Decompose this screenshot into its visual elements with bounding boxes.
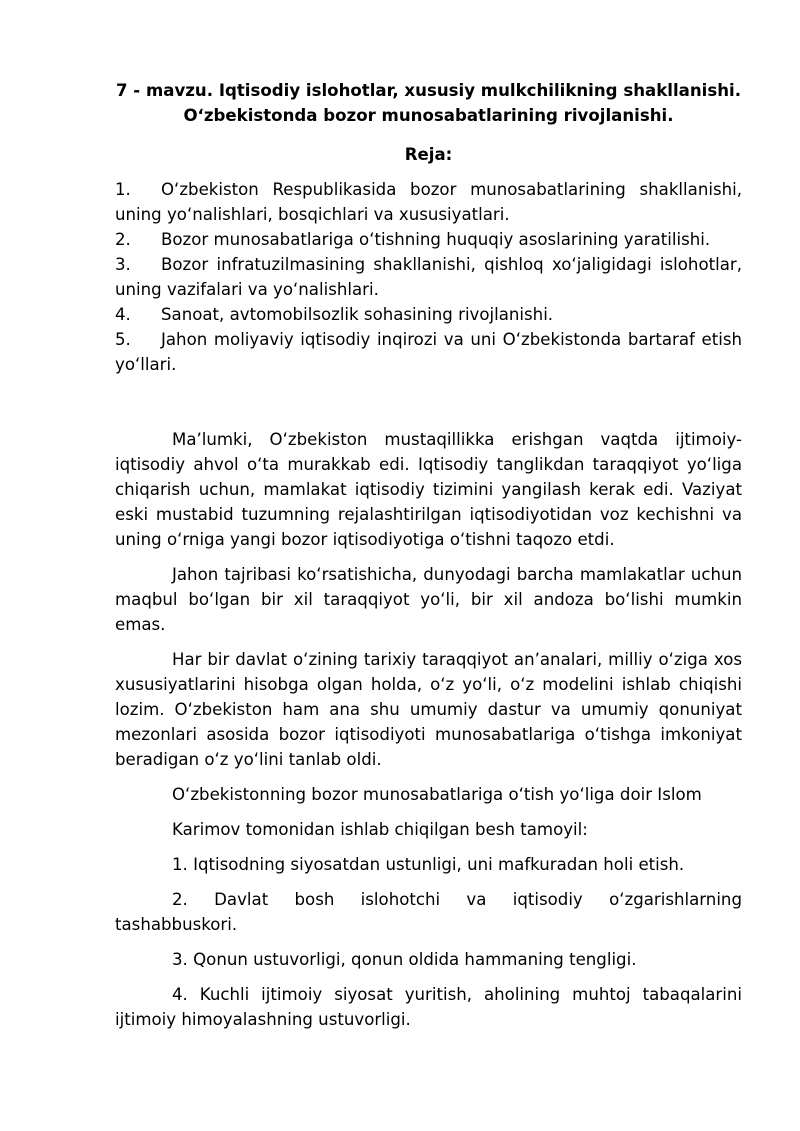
paragraph-principles-intro-1: Oʻzbekistonning bozor munosabatlariga oʻtish yoʻliga doir Islom <box>172 785 702 804</box>
paragraph-principles-intro-2: Karimov tomonidan ishlab chiqilgan besh tamoyil: <box>172 820 588 839</box>
plan-item-number: 2. <box>115 230 131 249</box>
principle-4: 4. Kuchli ijtimoiy siyosat yuritish, aholining muhtoj tabaqalarini ijtimoiy himoyalashning ustuvorligi. <box>115 985 742 1029</box>
plan-item-number: 5. <box>115 330 131 349</box>
principle-1: 1. Iqtisodning siyosatdan ustunligi, uni mafkuradan holi etish. <box>172 855 685 874</box>
plan-item <box>115 302 742 327</box>
principle-3: 3. Qonun ustuvorligi, qonun oldida hammaning tengligi. <box>172 950 637 969</box>
document-title <box>115 78 742 128</box>
plan-item-number: 3. <box>115 255 131 274</box>
plan-item-number: 4. <box>115 305 131 324</box>
paragraph-own-path: Har bir davlat oʻzining tarixiy taraqqiyot anʼanalari, milliy oʻziga xos xususiyatlarini hisobga olgan holda, oʻz yoʻli, oʻz modelini ishlab chiqishi lozim. Oʻzbekiston ham ana shu umumiy dastur va umumiy qonuniyat mezonlari asosida bozor iqtisodiyoti munosabatlariga oʻtishga imkoniyat beradigan oʻz yoʻlini tanlab oldi. <box>115 650 742 769</box>
title-line-2: Oʻzbekistonda bozor munosabatlarining rivojlanishi. <box>183 106 674 125</box>
plan-item-text: Bozor munosabatlariga oʻtishning huquqiy asoslarining yaratilishi. <box>161 230 711 249</box>
plan-item <box>115 227 742 252</box>
document-page <box>115 78 742 1042</box>
paragraph-intro: Maʼlumki, Oʻzbekiston mustaqillikka erishgan vaqtda ijtimoiy-iqtisodiy ahvol oʻta murakkab edi. Iqtisodiy tanglikdan taraqqiyot yoʻliga chiqarish uchun, mamlakat iqtisodiy tizimini yangilash kerak edi. Vaziyat eski mustabid tuzumning rejalashtirilgan iqtisodiyotidan voz kechishni va uning oʻrniga yangi bozor iqtisodiyotiga oʻtishni taqozo etdi. <box>115 430 742 549</box>
plan-heading: Reja: <box>404 145 453 164</box>
principle-2: 2. Davlat bosh islohotchi va iqtisodiy oʻzgarishlarning tashabbuskori. <box>115 890 742 934</box>
plan-item <box>115 177 742 227</box>
paragraph-world-experience: Jahon tajribasi koʻrsatishicha, dunyodagi barcha mamlakatlar uchun maqbul boʻlgan bir xil taraqqiyot yoʻli, bir xil andoza boʻlishi mumkin emas. <box>115 565 742 634</box>
plan-item <box>115 327 742 377</box>
body-text <box>115 427 742 1032</box>
plan-item-text: Sanoat, avtomobilsozlik sohasining rivojlanishi. <box>161 305 554 324</box>
title-line-1: 7 - mavzu. Iqtisodiy islohotlar, xususiy mulkchilikning shakllanishi. <box>115 81 742 100</box>
plan-item-text: Oʻzbekiston Respublikasida bozor munosabatlarining shakllanishi, uning yoʻnalishlari, bosqichlari va xususiyatlari. <box>115 180 742 224</box>
plan-item-text: Jahon moliyaviy iqtisodiy inqirozi va uni Oʻzbekistonda bartaraf etish yoʻllari. <box>115 330 742 374</box>
plan-item-text: Bozor infratuzilmasining shakllanishi, qishloq xoʻjaligidagi islohotlar, uning vazifalari va yoʻnalishlari. <box>115 255 742 299</box>
plan-item-number: 1. <box>115 180 131 199</box>
plan-list <box>115 177 742 377</box>
plan-item <box>115 252 742 302</box>
